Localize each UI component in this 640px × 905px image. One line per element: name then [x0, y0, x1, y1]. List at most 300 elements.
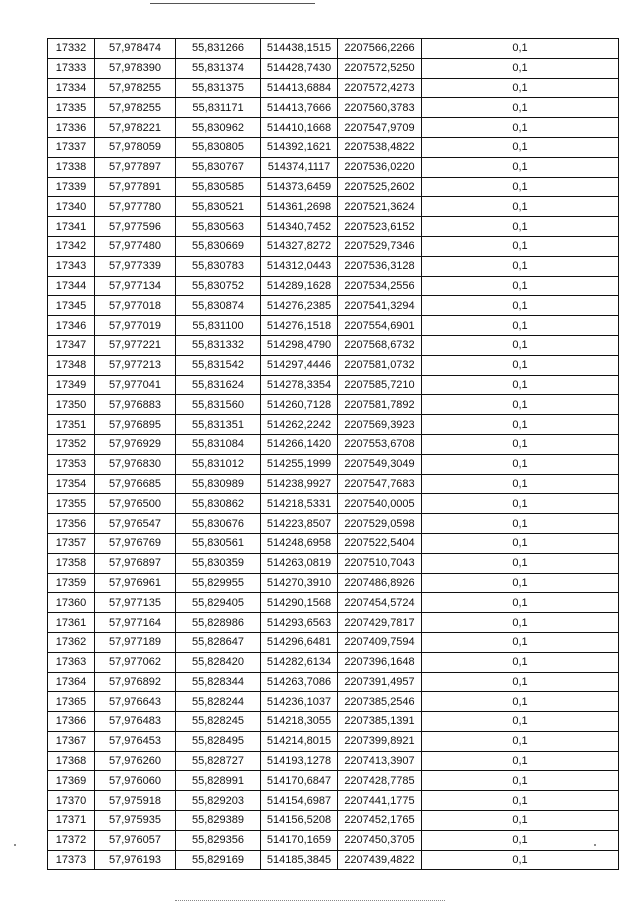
longitude-cell: 55,831375	[176, 78, 261, 98]
point-number-cell: 17357	[48, 533, 95, 553]
x-coordinate-cell: 514238,9927	[261, 474, 338, 494]
y-coordinate-cell: 2207572,4273	[338, 78, 422, 98]
longitude-cell: 55,830561	[176, 533, 261, 553]
latitude-cell: 57,977480	[95, 236, 176, 256]
longitude-cell: 55,831624	[176, 375, 261, 395]
accuracy-value-cell: 0,1	[422, 177, 619, 197]
point-number-cell: 17353	[48, 454, 95, 474]
accuracy-value-cell: 0,1	[422, 672, 619, 692]
point-number-cell: 17333	[48, 58, 95, 78]
point-number-cell: 17367	[48, 731, 95, 751]
longitude-cell: 55,829389	[176, 811, 261, 831]
x-coordinate-cell: 514289,1628	[261, 276, 338, 296]
table-row	[48, 731, 619, 751]
latitude-cell: 57,976483	[95, 712, 176, 732]
point-number-cell: 17343	[48, 256, 95, 276]
longitude-cell: 55,828991	[176, 771, 261, 791]
latitude-cell: 57,977062	[95, 652, 176, 672]
latitude-cell: 57,977780	[95, 197, 176, 217]
point-number-cell: 17346	[48, 316, 95, 336]
scan-speck-right	[594, 844, 596, 846]
table-row	[48, 58, 619, 78]
accuracy-value-cell: 0,1	[422, 375, 619, 395]
y-coordinate-cell: 2207585,7210	[338, 375, 422, 395]
latitude-cell: 57,976685	[95, 474, 176, 494]
longitude-cell: 55,831012	[176, 454, 261, 474]
x-coordinate-cell: 514312,0443	[261, 256, 338, 276]
y-coordinate-cell: 2207538,4822	[338, 137, 422, 157]
table-row	[48, 474, 619, 494]
point-number-cell: 17363	[48, 652, 95, 672]
latitude-cell: 57,976769	[95, 533, 176, 553]
x-coordinate-cell: 514276,2385	[261, 296, 338, 316]
accuracy-value-cell: 0,1	[422, 632, 619, 652]
x-coordinate-cell: 514218,3055	[261, 712, 338, 732]
longitude-cell: 55,829203	[176, 791, 261, 811]
longitude-cell: 55,830676	[176, 514, 261, 534]
table-row	[48, 811, 619, 831]
latitude-cell: 57,975918	[95, 791, 176, 811]
y-coordinate-cell: 2207534,2556	[338, 276, 422, 296]
y-coordinate-cell: 2207486,8926	[338, 573, 422, 593]
y-coordinate-cell: 2207569,3923	[338, 415, 422, 435]
latitude-cell: 57,977041	[95, 375, 176, 395]
latitude-cell: 57,976830	[95, 454, 176, 474]
longitude-cell: 55,831560	[176, 395, 261, 415]
table-row	[48, 712, 619, 732]
point-number-cell: 17368	[48, 751, 95, 771]
point-number-cell: 17332	[48, 39, 95, 59]
point-number-cell: 17365	[48, 692, 95, 712]
latitude-cell: 57,976060	[95, 771, 176, 791]
x-coordinate-cell: 514193,1278	[261, 751, 338, 771]
longitude-cell: 55,829405	[176, 593, 261, 613]
latitude-cell: 57,977019	[95, 316, 176, 336]
accuracy-value-cell: 0,1	[422, 39, 619, 59]
table-row	[48, 98, 619, 118]
accuracy-value-cell: 0,1	[422, 217, 619, 237]
y-coordinate-cell: 2207549,3049	[338, 454, 422, 474]
x-coordinate-cell: 514270,3910	[261, 573, 338, 593]
bottom-rule	[175, 900, 445, 901]
latitude-cell: 57,976547	[95, 514, 176, 534]
y-coordinate-cell: 2207536,3128	[338, 256, 422, 276]
latitude-cell: 57,976500	[95, 494, 176, 514]
accuracy-value-cell: 0,1	[422, 58, 619, 78]
table-row	[48, 316, 619, 336]
scan-speck-left	[14, 844, 16, 846]
y-coordinate-cell: 2207521,3624	[338, 197, 422, 217]
x-coordinate-cell: 514170,1659	[261, 830, 338, 850]
y-coordinate-cell: 2207547,7683	[338, 474, 422, 494]
y-coordinate-cell: 2207581,7892	[338, 395, 422, 415]
accuracy-value-cell: 0,1	[422, 236, 619, 256]
x-coordinate-cell: 514278,3354	[261, 375, 338, 395]
y-coordinate-cell: 2207413,3907	[338, 751, 422, 771]
latitude-cell: 57,977891	[95, 177, 176, 197]
table-row	[48, 494, 619, 514]
x-coordinate-cell: 514373,6459	[261, 177, 338, 197]
table-row	[48, 613, 619, 633]
x-coordinate-cell: 514266,1420	[261, 434, 338, 454]
point-number-cell: 17360	[48, 593, 95, 613]
accuracy-value-cell: 0,1	[422, 751, 619, 771]
x-coordinate-cell: 514185,3845	[261, 850, 338, 870]
point-number-cell: 17369	[48, 771, 95, 791]
x-coordinate-cell: 514260,7128	[261, 395, 338, 415]
latitude-cell: 57,978474	[95, 39, 176, 59]
longitude-cell: 55,830767	[176, 157, 261, 177]
longitude-cell: 55,828647	[176, 632, 261, 652]
latitude-cell: 57,977164	[95, 613, 176, 633]
table-row	[48, 692, 619, 712]
accuracy-value-cell: 0,1	[422, 573, 619, 593]
table-row	[48, 137, 619, 157]
x-coordinate-cell: 514298,4790	[261, 335, 338, 355]
table-row	[48, 217, 619, 237]
y-coordinate-cell: 2207510,7043	[338, 553, 422, 573]
x-coordinate-cell: 514293,6563	[261, 613, 338, 633]
point-number-cell: 17334	[48, 78, 95, 98]
longitude-cell: 55,830359	[176, 553, 261, 573]
longitude-cell: 55,828245	[176, 712, 261, 732]
table-row	[48, 434, 619, 454]
table-row	[48, 791, 619, 811]
accuracy-value-cell: 0,1	[422, 276, 619, 296]
table-row	[48, 39, 619, 59]
latitude-cell: 57,976260	[95, 751, 176, 771]
y-coordinate-cell: 2207429,7817	[338, 613, 422, 633]
longitude-cell: 55,829955	[176, 573, 261, 593]
table-row	[48, 355, 619, 375]
latitude-cell: 57,977897	[95, 157, 176, 177]
point-number-cell: 17339	[48, 177, 95, 197]
top-rule	[150, 3, 315, 4]
x-coordinate-cell: 514290,1568	[261, 593, 338, 613]
latitude-cell: 57,978221	[95, 118, 176, 138]
latitude-cell: 57,976193	[95, 850, 176, 870]
longitude-cell: 55,828420	[176, 652, 261, 672]
y-coordinate-cell: 2207396,1648	[338, 652, 422, 672]
y-coordinate-cell: 2207547,9709	[338, 118, 422, 138]
latitude-cell: 57,977213	[95, 355, 176, 375]
longitude-cell: 55,830805	[176, 137, 261, 157]
table-row	[48, 514, 619, 534]
table-row	[48, 771, 619, 791]
latitude-cell: 57,976961	[95, 573, 176, 593]
y-coordinate-cell: 2207523,6152	[338, 217, 422, 237]
x-coordinate-cell: 514223,8507	[261, 514, 338, 534]
y-coordinate-cell: 2207454,5724	[338, 593, 422, 613]
accuracy-value-cell: 0,1	[422, 118, 619, 138]
accuracy-value-cell: 0,1	[422, 98, 619, 118]
accuracy-value-cell: 0,1	[422, 791, 619, 811]
point-number-cell: 17341	[48, 217, 95, 237]
latitude-cell: 57,977135	[95, 593, 176, 613]
y-coordinate-cell: 2207553,6708	[338, 434, 422, 454]
latitude-cell: 57,978059	[95, 137, 176, 157]
x-coordinate-cell: 514340,7452	[261, 217, 338, 237]
table-row	[48, 672, 619, 692]
y-coordinate-cell: 2207572,5250	[338, 58, 422, 78]
accuracy-value-cell: 0,1	[422, 316, 619, 336]
point-number-cell: 17336	[48, 118, 95, 138]
table-row	[48, 236, 619, 256]
longitude-cell: 55,830585	[176, 177, 261, 197]
longitude-cell: 55,830752	[176, 276, 261, 296]
point-number-cell: 17348	[48, 355, 95, 375]
point-number-cell: 17342	[48, 236, 95, 256]
accuracy-value-cell: 0,1	[422, 771, 619, 791]
x-coordinate-cell: 514428,7430	[261, 58, 338, 78]
accuracy-value-cell: 0,1	[422, 850, 619, 870]
y-coordinate-cell: 2207452,1765	[338, 811, 422, 831]
accuracy-value-cell: 0,1	[422, 731, 619, 751]
table-row	[48, 177, 619, 197]
table-row	[48, 375, 619, 395]
y-coordinate-cell: 2207541,3294	[338, 296, 422, 316]
longitude-cell: 55,829169	[176, 850, 261, 870]
latitude-cell: 57,978390	[95, 58, 176, 78]
table-row	[48, 533, 619, 553]
accuracy-value-cell: 0,1	[422, 494, 619, 514]
point-number-cell: 17337	[48, 137, 95, 157]
point-number-cell: 17356	[48, 514, 95, 534]
x-coordinate-cell: 514438,1515	[261, 39, 338, 59]
latitude-cell: 57,977596	[95, 217, 176, 237]
point-number-cell: 17350	[48, 395, 95, 415]
y-coordinate-cell: 2207529,7346	[338, 236, 422, 256]
accuracy-value-cell: 0,1	[422, 157, 619, 177]
table-row	[48, 415, 619, 435]
longitude-cell: 55,830563	[176, 217, 261, 237]
point-number-cell: 17345	[48, 296, 95, 316]
x-coordinate-cell: 514413,7666	[261, 98, 338, 118]
y-coordinate-cell: 2207525,2602	[338, 177, 422, 197]
longitude-cell: 55,830862	[176, 494, 261, 514]
accuracy-value-cell: 0,1	[422, 474, 619, 494]
latitude-cell: 57,976895	[95, 415, 176, 435]
longitude-cell: 55,828727	[176, 751, 261, 771]
x-coordinate-cell: 514218,5331	[261, 494, 338, 514]
point-number-cell: 17351	[48, 415, 95, 435]
table-row	[48, 197, 619, 217]
latitude-cell: 57,977018	[95, 296, 176, 316]
accuracy-value-cell: 0,1	[422, 434, 619, 454]
table-row	[48, 118, 619, 138]
coordinates-table-body	[48, 39, 619, 870]
accuracy-value-cell: 0,1	[422, 514, 619, 534]
x-coordinate-cell: 514263,7086	[261, 672, 338, 692]
point-number-cell: 17349	[48, 375, 95, 395]
accuracy-value-cell: 0,1	[422, 335, 619, 355]
table-row	[48, 454, 619, 474]
point-number-cell: 17373	[48, 850, 95, 870]
x-coordinate-cell: 514154,6987	[261, 791, 338, 811]
longitude-cell: 55,830521	[176, 197, 261, 217]
table-row	[48, 335, 619, 355]
point-number-cell: 17366	[48, 712, 95, 732]
latitude-cell: 57,976892	[95, 672, 176, 692]
longitude-cell: 55,831542	[176, 355, 261, 375]
table-row	[48, 553, 619, 573]
y-coordinate-cell: 2207581,0732	[338, 355, 422, 375]
point-number-cell: 17352	[48, 434, 95, 454]
latitude-cell: 57,977339	[95, 256, 176, 276]
point-number-cell: 17338	[48, 157, 95, 177]
x-coordinate-cell: 514413,6884	[261, 78, 338, 98]
table-row	[48, 632, 619, 652]
longitude-cell: 55,831332	[176, 335, 261, 355]
latitude-cell: 57,976883	[95, 395, 176, 415]
point-number-cell: 17347	[48, 335, 95, 355]
table-row	[48, 256, 619, 276]
longitude-cell: 55,831100	[176, 316, 261, 336]
latitude-cell: 57,977134	[95, 276, 176, 296]
y-coordinate-cell: 2207409,7594	[338, 632, 422, 652]
latitude-cell: 57,978255	[95, 78, 176, 98]
x-coordinate-cell: 514236,1037	[261, 692, 338, 712]
table-row	[48, 573, 619, 593]
y-coordinate-cell: 2207385,2546	[338, 692, 422, 712]
y-coordinate-cell: 2207428,7785	[338, 771, 422, 791]
accuracy-value-cell: 0,1	[422, 137, 619, 157]
x-coordinate-cell: 514361,2698	[261, 197, 338, 217]
accuracy-value-cell: 0,1	[422, 256, 619, 276]
latitude-cell: 57,977221	[95, 335, 176, 355]
y-coordinate-cell: 2207554,6901	[338, 316, 422, 336]
accuracy-value-cell: 0,1	[422, 811, 619, 831]
latitude-cell: 57,976057	[95, 830, 176, 850]
table-row	[48, 296, 619, 316]
accuracy-value-cell: 0,1	[422, 78, 619, 98]
y-coordinate-cell: 2207450,3705	[338, 830, 422, 850]
point-number-cell: 17344	[48, 276, 95, 296]
table-row	[48, 751, 619, 771]
latitude-cell: 57,976643	[95, 692, 176, 712]
accuracy-value-cell: 0,1	[422, 692, 619, 712]
x-coordinate-cell: 514255,1999	[261, 454, 338, 474]
point-number-cell: 17335	[48, 98, 95, 118]
x-coordinate-cell: 514170,6847	[261, 771, 338, 791]
accuracy-value-cell: 0,1	[422, 197, 619, 217]
table-row	[48, 395, 619, 415]
y-coordinate-cell: 2207560,3783	[338, 98, 422, 118]
table-row	[48, 276, 619, 296]
x-coordinate-cell: 514156,5208	[261, 811, 338, 831]
y-coordinate-cell: 2207399,8921	[338, 731, 422, 751]
accuracy-value-cell: 0,1	[422, 830, 619, 850]
longitude-cell: 55,830874	[176, 296, 261, 316]
x-coordinate-cell: 514248,6958	[261, 533, 338, 553]
point-number-cell: 17354	[48, 474, 95, 494]
x-coordinate-cell: 514374,1117	[261, 157, 338, 177]
y-coordinate-cell: 2207566,2266	[338, 39, 422, 59]
accuracy-value-cell: 0,1	[422, 454, 619, 474]
y-coordinate-cell: 2207391,4957	[338, 672, 422, 692]
x-coordinate-cell: 514263,0819	[261, 553, 338, 573]
latitude-cell: 57,975935	[95, 811, 176, 831]
y-coordinate-cell: 2207522,5404	[338, 533, 422, 553]
y-coordinate-cell: 2207529,0598	[338, 514, 422, 534]
longitude-cell: 55,829356	[176, 830, 261, 850]
point-number-cell: 17361	[48, 613, 95, 633]
point-number-cell: 17359	[48, 573, 95, 593]
longitude-cell: 55,831084	[176, 434, 261, 454]
accuracy-value-cell: 0,1	[422, 395, 619, 415]
point-number-cell: 17371	[48, 811, 95, 831]
y-coordinate-cell: 2207568,6732	[338, 335, 422, 355]
longitude-cell: 55,830989	[176, 474, 261, 494]
coordinates-table	[47, 38, 619, 870]
point-number-cell: 17370	[48, 791, 95, 811]
x-coordinate-cell: 514276,1518	[261, 316, 338, 336]
x-coordinate-cell: 514282,6134	[261, 652, 338, 672]
point-number-cell: 17364	[48, 672, 95, 692]
latitude-cell: 57,976929	[95, 434, 176, 454]
x-coordinate-cell: 514262,2242	[261, 415, 338, 435]
x-coordinate-cell: 514214,8015	[261, 731, 338, 751]
table-row	[48, 593, 619, 613]
accuracy-value-cell: 0,1	[422, 593, 619, 613]
point-number-cell: 17355	[48, 494, 95, 514]
y-coordinate-cell: 2207536,0220	[338, 157, 422, 177]
longitude-cell: 55,831171	[176, 98, 261, 118]
x-coordinate-cell: 514410,1668	[261, 118, 338, 138]
accuracy-value-cell: 0,1	[422, 553, 619, 573]
x-coordinate-cell: 514327,8272	[261, 236, 338, 256]
accuracy-value-cell: 0,1	[422, 415, 619, 435]
longitude-cell: 55,828344	[176, 672, 261, 692]
longitude-cell: 55,828986	[176, 613, 261, 633]
x-coordinate-cell: 514297,4446	[261, 355, 338, 375]
table-row	[48, 652, 619, 672]
accuracy-value-cell: 0,1	[422, 712, 619, 732]
table-row	[48, 78, 619, 98]
accuracy-value-cell: 0,1	[422, 613, 619, 633]
longitude-cell: 55,828244	[176, 692, 261, 712]
latitude-cell: 57,978255	[95, 98, 176, 118]
y-coordinate-cell: 2207439,4822	[338, 850, 422, 870]
point-number-cell: 17372	[48, 830, 95, 850]
point-number-cell: 17358	[48, 553, 95, 573]
longitude-cell: 55,830669	[176, 236, 261, 256]
latitude-cell: 57,976453	[95, 731, 176, 751]
longitude-cell: 55,830783	[176, 256, 261, 276]
accuracy-value-cell: 0,1	[422, 533, 619, 553]
point-number-cell: 17340	[48, 197, 95, 217]
y-coordinate-cell: 2207385,1391	[338, 712, 422, 732]
longitude-cell: 55,828495	[176, 731, 261, 751]
point-number-cell: 17362	[48, 632, 95, 652]
longitude-cell: 55,831374	[176, 58, 261, 78]
table-row	[48, 850, 619, 870]
accuracy-value-cell: 0,1	[422, 355, 619, 375]
x-coordinate-cell: 514296,6481	[261, 632, 338, 652]
x-coordinate-cell: 514392,1621	[261, 137, 338, 157]
latitude-cell: 57,976897	[95, 553, 176, 573]
table-row	[48, 157, 619, 177]
longitude-cell: 55,830962	[176, 118, 261, 138]
y-coordinate-cell: 2207540,0005	[338, 494, 422, 514]
longitude-cell: 55,831351	[176, 415, 261, 435]
longitude-cell: 55,831266	[176, 39, 261, 59]
accuracy-value-cell: 0,1	[422, 652, 619, 672]
accuracy-value-cell: 0,1	[422, 296, 619, 316]
y-coordinate-cell: 2207441,1775	[338, 791, 422, 811]
table-row	[48, 830, 619, 850]
latitude-cell: 57,977189	[95, 632, 176, 652]
